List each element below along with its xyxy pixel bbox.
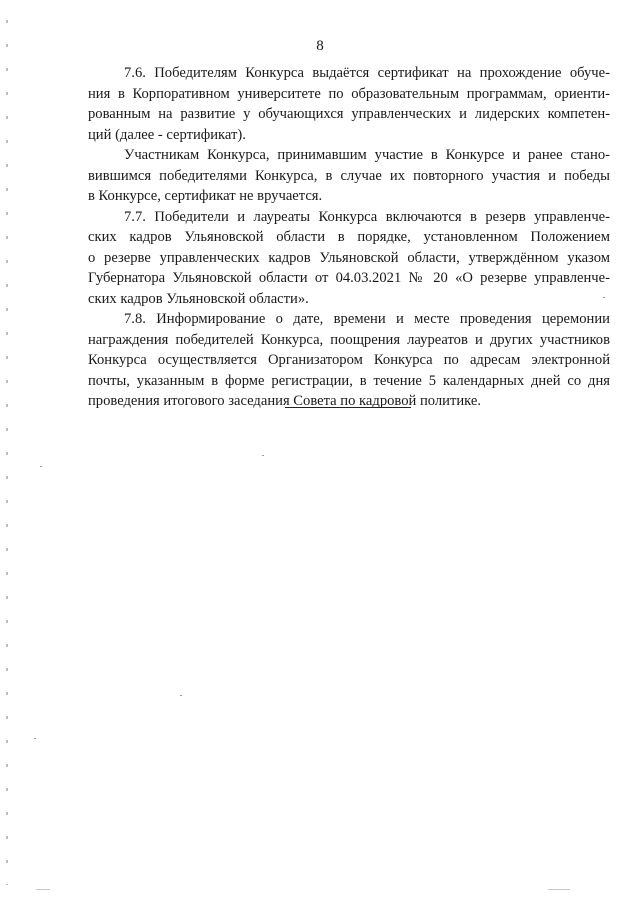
text-line: о резерве управленческих кадров Ульяновской области, утверждённом указом [88, 249, 610, 266]
end-divider-line [285, 407, 411, 408]
scan-speck [36, 889, 50, 890]
text-line: Губернатора Ульяновской области от 04.03.2021 № 20 «О резерве управленче- [88, 270, 610, 286]
text-line: Участникам Конкурса, принимавшим участие в Конкурсе и ранее стано- [124, 147, 610, 163]
text-line: 7.8. Информирование о дате, времени и месте проведения церемонии [124, 311, 610, 327]
page-number: 8 [316, 38, 324, 54]
scan-edge-marks [6, 20, 8, 885]
text-line: почты, указанным в форме регистрации, в течение 5 календарных дней со дня [88, 372, 610, 389]
text-line: ских кадров Ульяновской области». [88, 290, 309, 307]
text-line: рованным на развитие у обучающихся управленческих и лидерских компетен- [88, 106, 610, 122]
paragraph-7-6 [88, 63, 610, 145]
paragraph-7-7 [88, 207, 610, 310]
text-line: Конкурса осуществляется Организатором Конкурса по адресам электронной [88, 352, 610, 368]
document-body [88, 63, 610, 412]
scan-speck [548, 889, 570, 890]
text-line: вившимся победителями Конкурса, в случае их повторного участия и победы [88, 167, 610, 184]
scan-speck [40, 466, 42, 467]
text-line: ций (далее - сертификат). [88, 126, 246, 143]
text-line: 7.6. Победителям Конкурса выдаётся сертификат на прохождение обуче- [124, 65, 610, 81]
paragraph-7-8 [88, 309, 610, 412]
paragraph-participants [88, 145, 610, 207]
scan-speck [34, 738, 36, 739]
scan-speck [180, 695, 182, 696]
text-line: ских кадров Ульяновской области в порядке, установленном Положением [88, 229, 610, 245]
scan-speck [262, 455, 264, 456]
scan-speck [603, 297, 605, 298]
text-line: ния в Корпоративном университете по образовательным программам, ориенти- [88, 85, 610, 102]
text-line: проведения итогового заседания Совета по кадровой политике. [88, 393, 482, 409]
text-line: награждения победителей Конкурса, поощрения лауреатов и других участников [88, 331, 610, 348]
text-line: в Конкурсе, сертификат не вручается. [88, 188, 323, 204]
text-line: 7.7. Победители и лауреаты Конкурса включаются в резерв управленче- [124, 208, 610, 225]
